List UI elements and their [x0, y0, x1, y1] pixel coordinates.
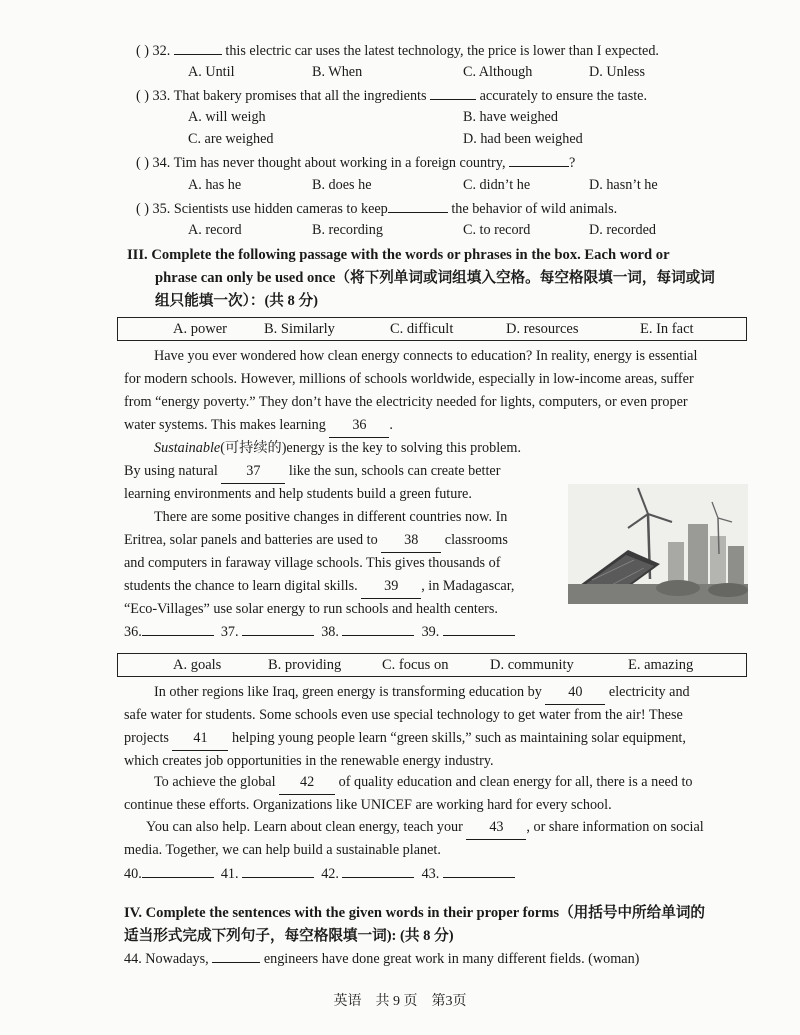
question-text: Scientists use hidden cameras to keep	[173, 201, 388, 217]
page-footer: 英语 共 9 页 第3页	[333, 994, 467, 1009]
passage-gloss: (可持续的)	[220, 440, 287, 456]
passage-text: , in Madagascar,	[421, 578, 515, 594]
passage-text: water systems. This makes learning	[124, 417, 330, 433]
answer-blank[interactable]	[443, 863, 515, 878]
question-number: 33.	[152, 88, 171, 104]
passage-line	[124, 575, 514, 599]
answer-line-1	[124, 621, 515, 642]
answer-label: 36.	[124, 624, 142, 640]
word-box-1	[117, 317, 747, 341]
answer-label: 41.	[220, 866, 239, 882]
blank-39: 39	[361, 575, 421, 599]
answer-blank	[509, 152, 569, 167]
word-option: B. Similarly	[264, 321, 335, 337]
question-44	[124, 948, 639, 969]
blank-37: 37	[221, 460, 285, 484]
blank-38: 38	[381, 529, 441, 553]
word-option: D. community	[490, 657, 574, 673]
answer-blank[interactable]	[212, 948, 260, 963]
answer-label: 37.	[220, 624, 239, 640]
question-number: 34.	[152, 155, 171, 171]
option-d: D. recorded	[589, 222, 656, 238]
passage-line: which creates job opportunities in the renewable energy industry.	[124, 753, 494, 769]
option-d: D. Unless	[589, 64, 645, 80]
section-3-title-line3: 组只能填一次）：(共 8 分)	[155, 293, 318, 309]
passage-line: media. Together, we can help build a sustainable planet.	[124, 842, 441, 858]
option-c: C. didn’t he	[463, 177, 531, 193]
passage-text: electricity and	[605, 684, 690, 700]
passage-line: from “energy poverty.” They don’t have the electricity needed for lights, computers, or even proper	[124, 394, 688, 410]
answer-blank[interactable]	[142, 621, 214, 636]
answer-label: 43.	[421, 866, 440, 882]
passage-line: continue these efforts. Organizations like UNICEF are working hard for every school.	[124, 797, 612, 813]
passage-line: for modern schools. However, millions of schools worldwide, especially in low-income areas, suffer	[124, 371, 694, 387]
answer-blank	[430, 85, 476, 100]
question-35	[136, 198, 617, 219]
answer-blank[interactable]	[342, 863, 414, 878]
passage-text: By using natural	[124, 463, 222, 479]
question-text-end: accurately to ensure the taste.	[476, 88, 648, 104]
answer-label: 39.	[421, 624, 440, 640]
answer-blank[interactable]	[342, 621, 414, 636]
passage-line: and computers in faraway village schools. This gives thousands of	[124, 555, 501, 571]
word-option: A. power	[173, 321, 227, 337]
passage-line	[124, 414, 393, 438]
question-text-end: engineers have done great work in many different fields. (woman)	[260, 951, 640, 967]
section-3-title-line2: phrase can only be used once（将下列单词或词组填入空格。每空格限填一词，每词或词	[155, 270, 715, 286]
blank-40: 40	[545, 681, 605, 705]
answer-line-2	[124, 863, 515, 884]
passage-line: safe water for students. Some schools even use special technology to get water from the air! These	[124, 707, 683, 723]
question-text: 44. Nowadays,	[124, 951, 213, 967]
answer-blank[interactable]	[142, 863, 214, 878]
question-34	[136, 152, 575, 173]
passage-line	[154, 437, 521, 460]
section-4-title-line2: 适当形式完成下列句子，每空格限填一词): (共 8 分)	[124, 928, 454, 944]
passage-text: students the chance to learn digital skills.	[124, 578, 362, 594]
answer-paren: ( )	[136, 88, 149, 104]
passage-text: .	[389, 417, 393, 433]
passage-line	[124, 727, 686, 751]
option-a: A. has he	[188, 177, 242, 193]
question-text: this electric car uses the latest technology, the price is lower than I expected.	[225, 43, 659, 59]
answer-paren: ( )	[136, 43, 149, 59]
passage-text: classrooms	[441, 532, 508, 548]
option-d: D. had been weighed	[463, 131, 583, 147]
blank-43: 43	[466, 816, 526, 840]
answer-paren: ( )	[136, 201, 149, 217]
passage-text: helping young people learn “green skills,” such as maintaining solar equipment,	[228, 730, 686, 746]
question-text: Tim has never thought about working in a foreign country,	[173, 155, 510, 171]
option-d: D. hasn’t he	[589, 177, 658, 193]
passage-line: learning environments and help students build a green future.	[124, 486, 472, 502]
answer-blank[interactable]	[443, 621, 515, 636]
option-b: B. recording	[312, 222, 383, 238]
passage-line: There are some positive changes in different countries now. In	[154, 509, 508, 525]
passage-italic: Sustainable	[154, 440, 221, 456]
blank-36: 36	[329, 414, 389, 438]
word-option: B. providing	[268, 657, 342, 673]
option-c: C. are weighed	[188, 131, 274, 147]
clean-energy-illustration	[568, 484, 748, 604]
option-c: C. Although	[463, 64, 533, 80]
word-option: C. difficult	[390, 321, 454, 337]
answer-blank	[388, 198, 448, 213]
word-option: E. amazing	[628, 657, 694, 673]
question-number: 32.	[152, 43, 171, 59]
question-text-end: ?	[569, 155, 576, 171]
section-3-title: III. Complete the following passage with the words or phrases in the box. Each word or	[127, 247, 670, 263]
option-c: C. to record	[463, 222, 531, 238]
word-option: E. In fact	[640, 321, 694, 337]
blank-42: 42	[279, 771, 335, 795]
passage-text: like the sun, schools can create better	[285, 463, 501, 479]
option-b: B. does he	[312, 177, 372, 193]
answer-blank[interactable]	[242, 621, 314, 636]
question-text: That bakery promises that all the ingredients	[173, 88, 431, 104]
passage-text: energy is the key to solving this problem.	[286, 440, 522, 456]
option-b: B. When	[312, 64, 363, 80]
passage-line	[146, 816, 704, 840]
word-option: D. resources	[506, 321, 579, 337]
passage-line	[124, 460, 500, 484]
question-32	[136, 40, 659, 61]
option-b: B. have weighed	[463, 109, 558, 125]
section-4-title: IV. Complete the sentences with the given words in their proper forms（用括号中所给单词的	[124, 905, 706, 921]
blank-41: 41	[172, 727, 228, 751]
passage-text: To achieve the global	[154, 774, 280, 790]
answer-blank	[174, 40, 222, 55]
passage-text: of quality education and clean energy for all, there is a need to	[335, 774, 693, 790]
option-a: A. will weigh	[188, 109, 266, 125]
passage-line	[124, 529, 508, 553]
passage-text: , or share information on social	[526, 819, 704, 835]
answer-paren: ( )	[136, 155, 149, 171]
option-a: A. Until	[188, 64, 235, 80]
passage-text: In other regions like Iraq, green energy is transforming education by	[154, 684, 546, 700]
question-33	[136, 85, 647, 106]
passage-line: Have you ever wondered how clean energy connects to education? In reality, energy is essential	[154, 348, 698, 364]
passage-line	[154, 771, 693, 795]
passage-text: Eritrea, solar panels and batteries are used to	[124, 532, 382, 548]
question-number: 35.	[152, 201, 171, 217]
option-a: A. record	[188, 222, 242, 238]
question-text-end: the behavior of wild animals.	[447, 201, 618, 217]
passage-line: “Eco-Villages” use solar energy to run schools and health centers.	[124, 601, 498, 617]
answer-blank[interactable]	[242, 863, 314, 878]
word-option: A. goals	[173, 657, 222, 673]
answer-label: 40.	[124, 866, 142, 882]
passage-line	[154, 681, 690, 705]
word-box-2	[117, 653, 747, 677]
answer-label: 42.	[321, 866, 339, 882]
passage-text: projects	[124, 730, 173, 746]
word-option: C. focus on	[382, 657, 449, 673]
answer-label: 38.	[321, 624, 339, 640]
passage-text: You can also help. Learn about clean energy, teach your	[146, 819, 467, 835]
